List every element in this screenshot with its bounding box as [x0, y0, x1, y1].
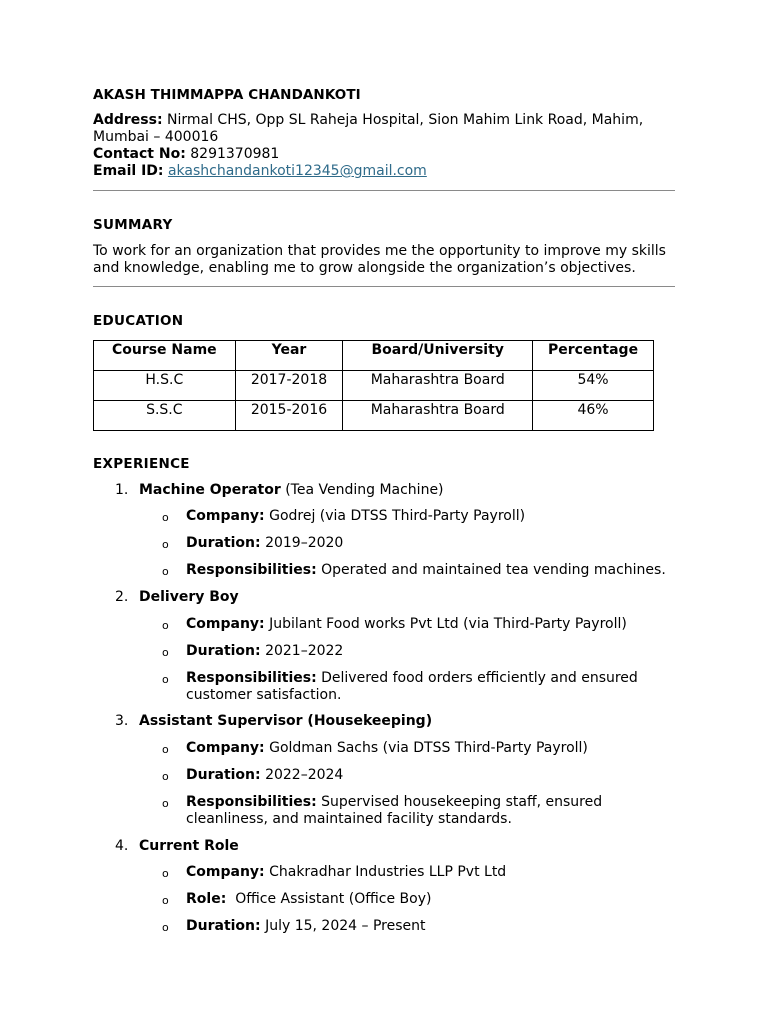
table-row — [94, 371, 654, 401]
detail-text — [186, 740, 676, 757]
job-title-line — [139, 838, 239, 854]
detail-label: Company: — [186, 864, 265, 880]
detail-value: 2022–2024 — [260, 767, 344, 783]
job-number: 2. — [115, 589, 129, 605]
contact-value: 8291370981 — [190, 146, 280, 162]
detail-value: Godrej (via DTSS Third-Party Payroll) — [264, 508, 526, 524]
education-header-row — [94, 341, 654, 371]
job-number: 4. — [115, 838, 129, 854]
summary-text: To work for an organization that provides me the opportunity to improve my skills and knowledge, enabling me to grow alongside the organization’s objectives. — [93, 243, 666, 276]
detail-label: Company: — [186, 508, 265, 524]
table-row — [94, 401, 654, 431]
contact-block — [93, 112, 675, 180]
column-header-year: Year — [235, 341, 343, 371]
summary-heading: SUMMARY — [93, 217, 173, 233]
detail-label: Duration: — [186, 767, 261, 783]
detail-text — [186, 643, 676, 660]
cell-year: 2015-2016 — [235, 401, 343, 431]
divider-1 — [93, 190, 675, 191]
detail-label: Company: — [186, 740, 265, 756]
detail-value: Operated and maintained tea vending machines. — [316, 562, 666, 578]
detail-label: Duration: — [186, 535, 261, 551]
bullet-icon: o — [162, 619, 169, 632]
detail-text — [186, 918, 676, 935]
detail-text — [186, 864, 676, 881]
job-number: 3. — [115, 713, 129, 729]
education-heading: EDUCATION — [93, 313, 184, 329]
detail-text — [186, 891, 676, 908]
detail-text — [186, 670, 676, 704]
job-number: 1. — [115, 482, 129, 498]
detail-label: Responsibilities: — [186, 794, 317, 810]
detail-label: Duration: — [186, 643, 261, 659]
job-title-line — [139, 482, 444, 498]
bullet-icon: o — [162, 770, 169, 783]
bullet-icon: o — [162, 565, 169, 578]
education-table — [93, 340, 654, 431]
detail-text — [186, 535, 676, 552]
job-title-suffix: (Tea Vending Machine) — [280, 482, 444, 498]
detail-label: Role: — [186, 891, 227, 907]
column-header-course: Course Name — [94, 341, 236, 371]
contact-label: Contact No: — [93, 146, 186, 162]
bullet-icon: o — [162, 797, 169, 810]
detail-text — [186, 767, 676, 784]
divider-2 — [93, 286, 675, 287]
detail-value: Delivered food orders efficiently and ensured customer satisfaction. — [186, 670, 638, 703]
detail-value: Supervised housekeeping staff, ensured cleanliness, and maintained facility standards. — [186, 794, 603, 827]
cell-course: H.S.C — [94, 371, 236, 401]
job-title: Delivery Boy — [139, 589, 239, 605]
detail-label: Responsibilities: — [186, 670, 317, 686]
job-title: Current Role — [139, 838, 239, 854]
column-header-board: Board/University — [343, 341, 533, 371]
cell-percentage: 54% — [533, 371, 654, 401]
detail-value: Jubilant Food works Pvt Ltd (via Third-Party Payroll) — [264, 616, 627, 632]
candidate-name: AKASH THIMMAPPA CHANDANKOTI — [93, 87, 361, 103]
email-link[interactable]: akashchandankoti12345@gmail.com — [167, 163, 427, 179]
bullet-icon: o — [162, 921, 169, 934]
email-label: Email ID: — [93, 163, 164, 179]
job-title-line — [139, 713, 432, 729]
bullet-icon: o — [162, 673, 169, 686]
cell-board: Maharashtra Board — [343, 371, 533, 401]
detail-value: 2019–2020 — [260, 535, 344, 551]
column-header-percentage: Percentage — [533, 341, 654, 371]
detail-value: 2021–2022 — [260, 643, 344, 659]
detail-text — [186, 616, 676, 633]
cell-percentage: 46% — [533, 401, 654, 431]
detail-label: Duration: — [186, 918, 261, 934]
bullet-icon: o — [162, 743, 169, 756]
address-value: Nirmal CHS, Opp SL Raheja Hospital, Sion Mahim Link Road, Mahim, Mumbai – 400016 — [93, 112, 644, 145]
detail-text — [186, 562, 676, 579]
cell-course: S.S.C — [94, 401, 236, 431]
detail-label: Company: — [186, 616, 265, 632]
job-title: Assistant Supervisor (Housekeeping) — [139, 713, 433, 729]
bullet-icon: o — [162, 867, 169, 880]
detail-value: Chakradhar Industries LLP Pvt Ltd — [264, 864, 507, 880]
address-label: Address: — [93, 112, 163, 128]
bullet-icon: o — [162, 894, 169, 907]
detail-value: July 15, 2024 – Present — [260, 918, 426, 934]
bullet-icon: o — [162, 538, 169, 551]
address-line — [93, 112, 675, 146]
contact-line — [93, 146, 675, 163]
detail-text — [186, 508, 676, 525]
cell-board: Maharashtra Board — [343, 401, 533, 431]
bullet-icon: o — [162, 511, 169, 524]
detail-value: Office Assistant (Office Boy) — [226, 891, 432, 907]
job-title-line — [139, 589, 239, 605]
email-line — [93, 163, 675, 180]
job-title: Machine Operator — [139, 482, 281, 498]
detail-label: Responsibilities: — [186, 562, 317, 578]
detail-value: Goldman Sachs (via DTSS Third-Party Payroll) — [264, 740, 588, 756]
bullet-icon: o — [162, 646, 169, 659]
cell-year: 2017-2018 — [235, 371, 343, 401]
experience-heading: EXPERIENCE — [93, 456, 190, 472]
detail-text — [186, 794, 676, 828]
